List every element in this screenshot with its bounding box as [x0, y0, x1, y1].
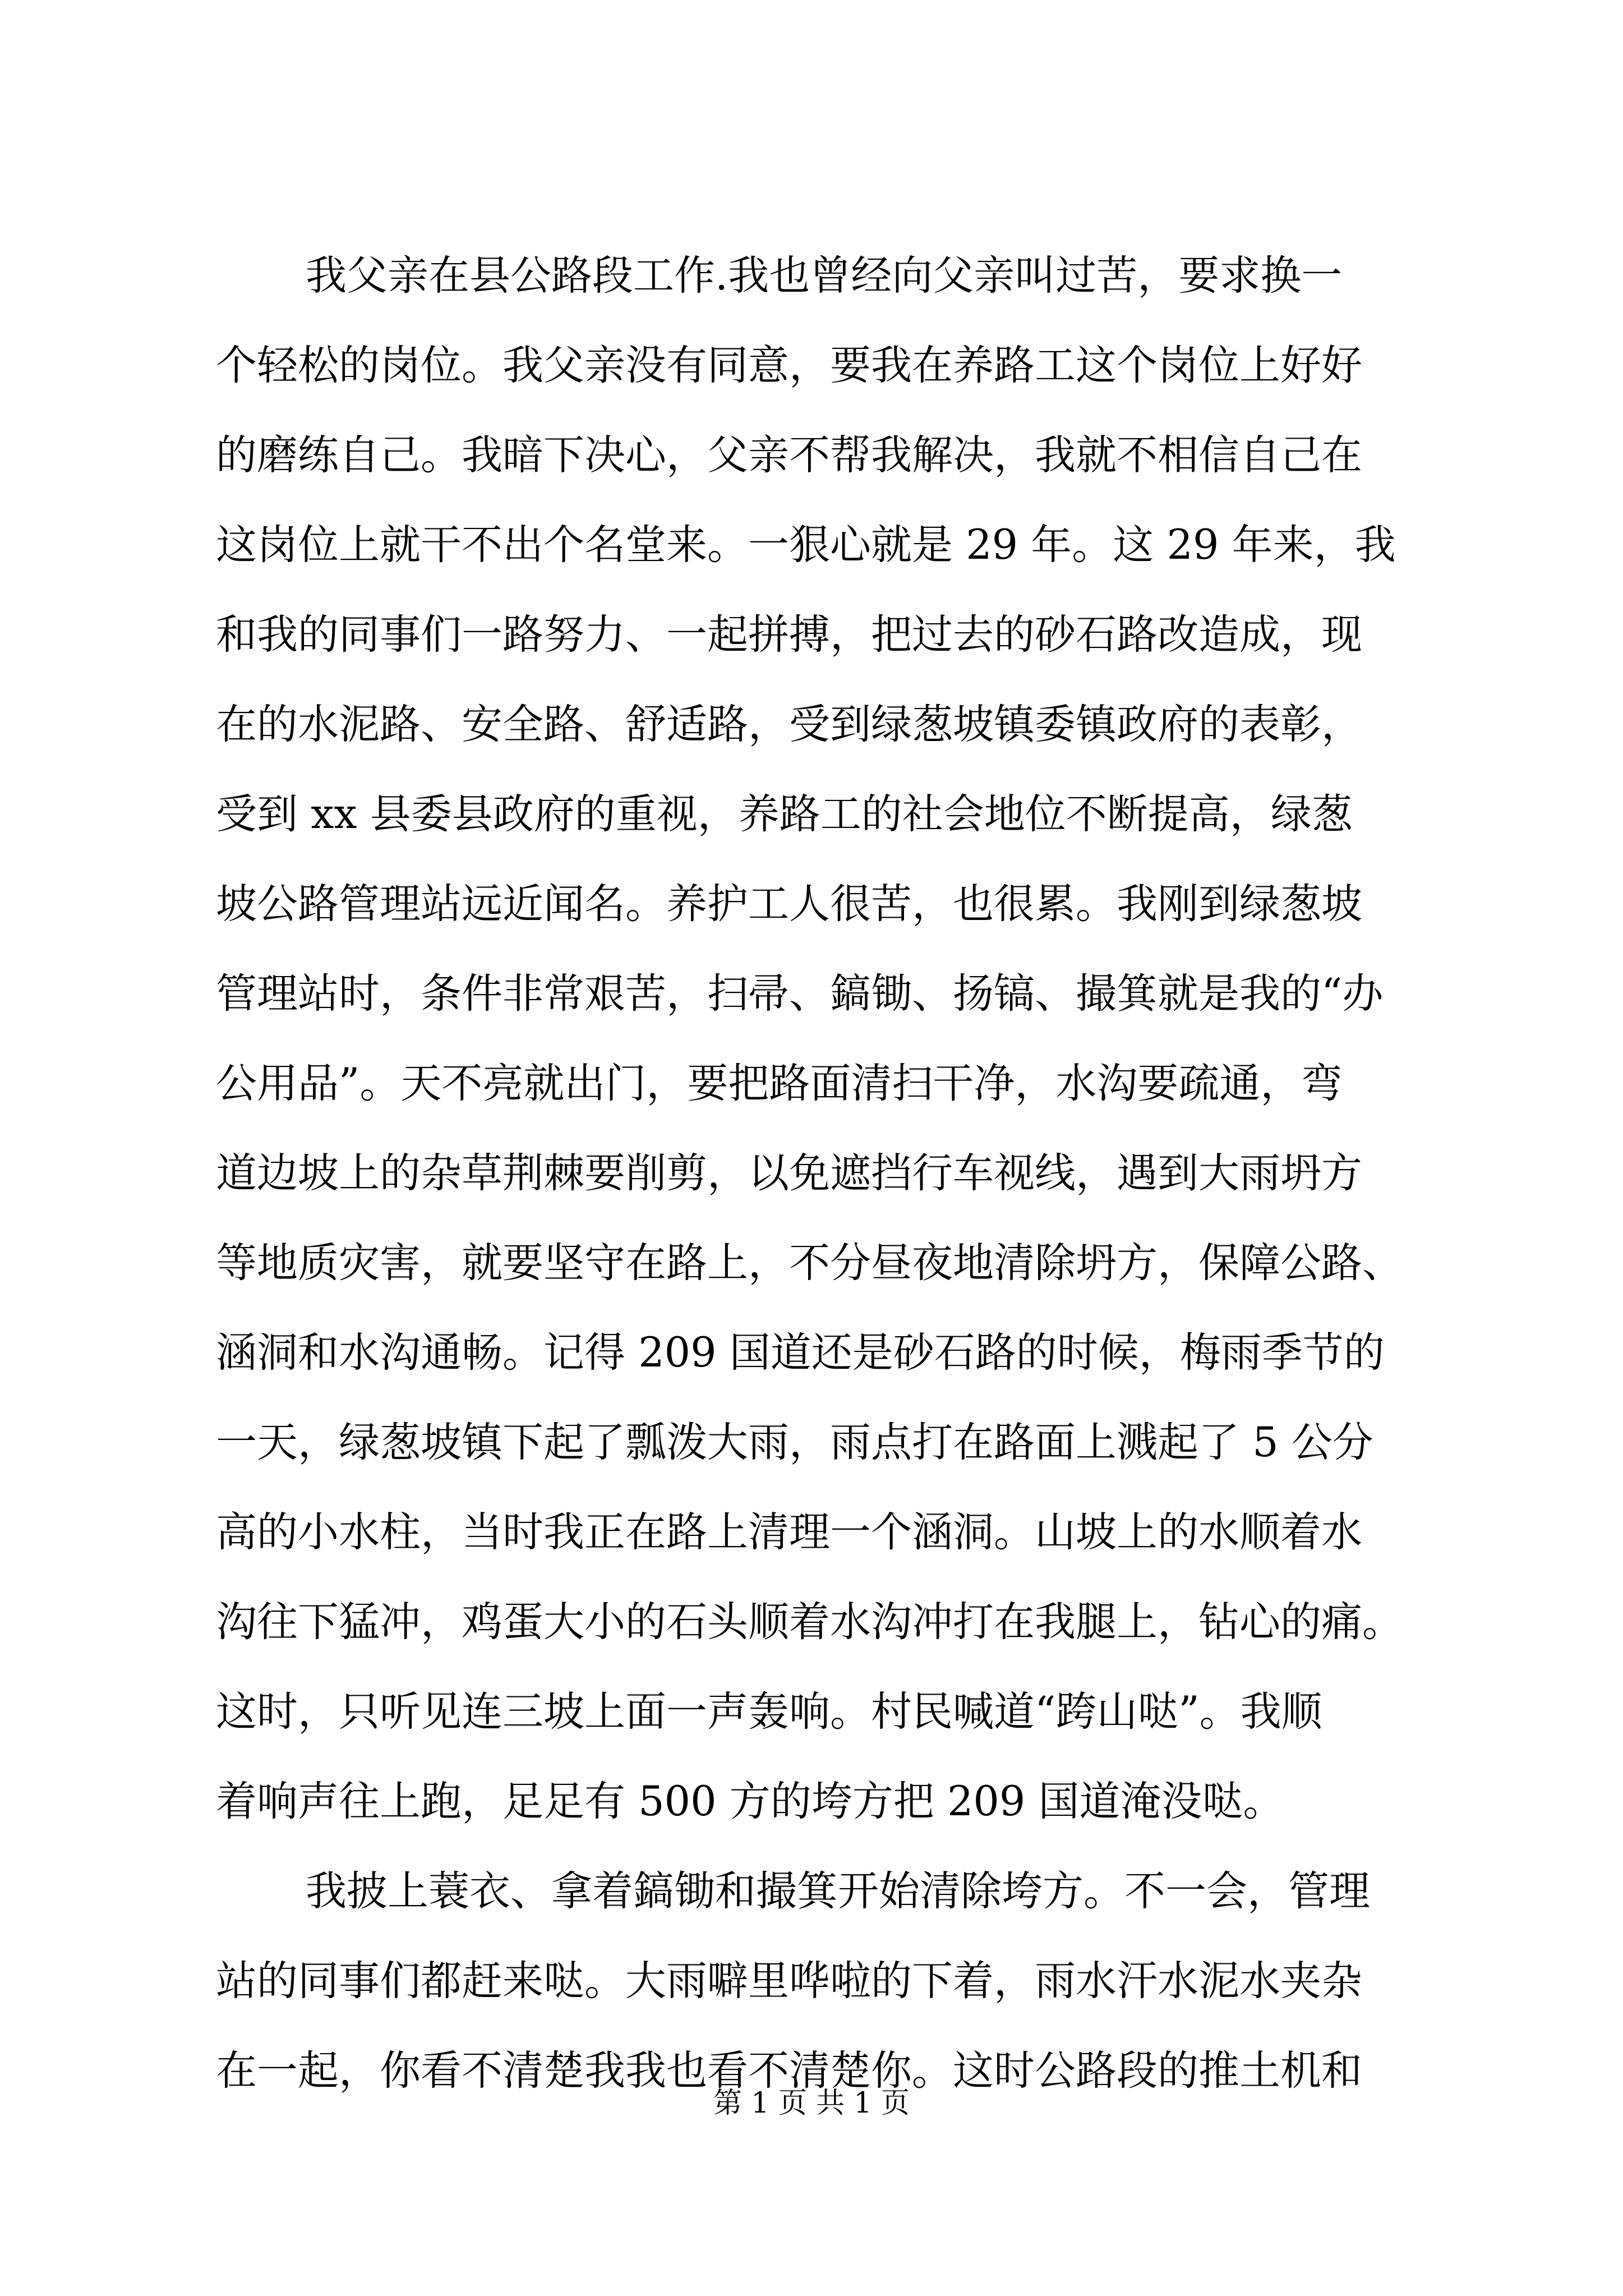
paragraph-line: 个轻松的岗位。我父亲没有同意，要我在养路工这个岗位上好好: [216, 342, 1362, 389]
paragraph-line: 在一起，你看不清楚我我也看不清楚你。这时公路段的推土机和: [216, 2047, 1362, 2095]
paragraph-line: 坡公路管理站远近闻名。养护工人很苦，也很累。我刚到绿葱坡: [216, 880, 1362, 928]
paragraph-line: 高的小水柱，当时我正在路上清理一个涵洞。山坡上的水顺着水: [216, 1508, 1362, 1556]
paragraph-line: 涵洞和水沟通畅。记得 209 国道还是砂石路的时候，梅雨季节的: [216, 1329, 1385, 1377]
paragraph-line: 沟往下猛冲，鸡蛋大小的石头顺着水沟冲打在我腿上，钻心的痛。: [216, 1598, 1403, 1646]
paragraph-line: 和我的同事们一路努力、一起拼搏，把过去的砂石路改造成，现: [216, 611, 1362, 659]
paragraph-line: 道边坡上的杂草荆棘要削剪，以免遮挡行车视线，遇到大雨坍方: [216, 1149, 1362, 1197]
paragraph-line: 受到 xx 县委县政府的重视，养路工的社会地位不断提高，绿葱: [216, 790, 1353, 838]
body-text: [216, 231, 1422, 2116]
paragraph-line: 一天，绿葱坡镇下起了瓢泼大雨，雨点打在路面上溅起了 5 公分: [216, 1419, 1373, 1466]
paragraph-line: 这时，只听见连三坡上面一声轰响。村民喊道“跨山哒”。我顺: [216, 1688, 1322, 1736]
paragraph-line: 等地质灾害，就要坚守在路上，不分昼夜地清除坍方，保障公路、: [216, 1239, 1403, 1287]
paragraph-line: 在的水泥路、安全路、舒适路，受到绿葱坡镇委镇政府的表彰，: [216, 701, 1362, 748]
paragraph-line: 的磨练自己。我暗下决心，父亲不帮我解决，我就不相信自己在: [216, 431, 1362, 479]
paragraph-line: 我父亲在县公路段工作.我也曾经向父亲叫过苦，要求换一: [306, 252, 1343, 300]
page-number-footer: 第 1 页 共 1 页: [713, 2087, 910, 2120]
paragraph-line: 着响声往上跑，足足有 500 方的垮方把 209 国道淹没哒。: [216, 1778, 1284, 1825]
paragraph-line: 管理站时，条件非常艰苦，扫帚、鎬锄、扬镐、撮箕就是我的“办: [216, 970, 1384, 1018]
paragraph-line: 我披上蓑衣、拿着鎬锄和撮箕开始清除垮方。不一会，管理: [306, 1867, 1370, 1915]
paragraph-line: 这岗位上就干不出个名堂来。一狠心就是 29 年。这 29 年来，我: [216, 521, 1396, 569]
paragraph-line: 站的同事们都赶来哒。大雨噼里哗啦的下着，雨水汗水泥水夹杂: [216, 1957, 1362, 2005]
paragraph-line: 公用品”。天不亮就出门，要把路面清扫干净，水沟要疏通，弯: [216, 1060, 1343, 1107]
